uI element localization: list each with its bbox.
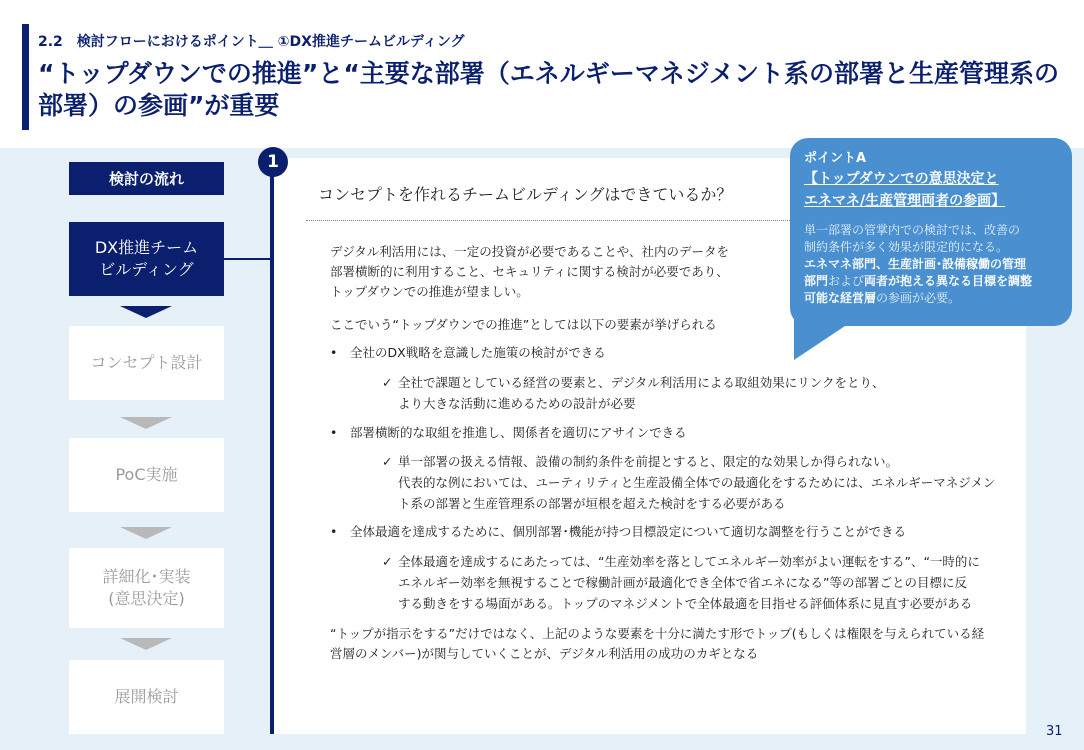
bullet-dot-icon: • (330, 425, 338, 440)
checkmark-icon: ✓ (382, 554, 393, 569)
callout-line: の参画が必要。 (876, 291, 961, 305)
checkmark-icon: ✓ (382, 375, 393, 390)
sub-item (382, 372, 885, 414)
sub-text: 全社で課題としている経営の要素と、デジタル利活用による取組効果にリンクをとり、 (398, 375, 885, 390)
flow-step-dx-team-building (69, 222, 224, 296)
callout-bold: エネマネ部門、生産計画･設備稼働の管理 (804, 257, 1027, 271)
sub-text: より大きな活動に進めるための設計が必要 (398, 396, 636, 411)
bullet-text: 部署横断的な取組を推進し、関係者を適切にアサインできる (350, 425, 687, 440)
flow-step-label: PoC実施 (115, 465, 178, 484)
callout-title: 【トップダウンでの意思決定と (804, 171, 999, 187)
callout-line: 制約条件が多く効果が限定的になる。 (804, 240, 1009, 254)
flow-heading: 検討の流れ (69, 162, 224, 195)
sub-text: する動きをする場面がある。トップのマネジメントで全体最適を目指せる評価体系に見直す必要がある (398, 596, 973, 611)
bullet-dot-icon: • (330, 524, 338, 539)
intro-line: デジタル利活用には、一定の投資が必要であることや、社内のデータを (330, 244, 730, 259)
sub-item (382, 451, 995, 514)
flow-step-implementation (69, 548, 224, 628)
page-title: “トップダウンでの推進”と“主要な部署（エネルギーマネジメント系の部署と生産管理系の部署）の参画”が重要 (38, 59, 1060, 120)
bullet-item (330, 343, 606, 363)
conclusion-text (330, 624, 984, 664)
sub-text: エネルギー効率を無視することで稼働計画が最適化でき全体で省エネになる”等の部署ごとの目標に反 (398, 575, 967, 590)
checkmark-icon: ✓ (382, 454, 393, 469)
callout-body (804, 222, 1058, 307)
intro-line: トップダウンでの推進が望ましい。 (330, 284, 529, 299)
sub-text: ト系の部署と生産管理系の部署が垣根を超えた検討をする必要がある (398, 496, 786, 511)
callout-line: および (828, 274, 865, 288)
conclusion-line: “トップが指示をする”だけではなく、上記のような要素を十分に満たす形でトップ(もしくは権限を与えられている経 (330, 626, 985, 641)
sub-text: 単一部署の扱える情報、設備の制約条件を前提とすると、限定的な効果しか得られない。 (398, 454, 899, 469)
chevron-down-icon (120, 417, 172, 429)
title-accent-bar (22, 24, 29, 130)
chevron-down-icon (120, 638, 172, 650)
sub-text: 代表的な例においては、ユーティリティと生産設備全体での最適化をするためには、エネルギーマネジメン (398, 475, 996, 490)
flow-step-poc (69, 438, 224, 512)
flow-step-label: 詳細化･実装 (意思決定) (102, 567, 191, 608)
bullet-text: 全社のDX戦略を意識した施策の検討ができる (350, 345, 606, 360)
callout-bold: 可能な経営層 (804, 291, 877, 305)
bullet-dot-icon: • (330, 345, 338, 360)
point-a-callout (790, 138, 1072, 326)
flow-step-label: DX推進チーム ビルディング (94, 238, 199, 279)
bullet-text: 全体最適を達成するために、個別部署･機能が持つ目標設定について適切な調整を行うことができる (350, 524, 907, 539)
callout-heading: ポイントA (804, 151, 867, 166)
callout-title: エネマネ/生産管理両者の参画】 (804, 193, 1006, 209)
step-connector-line (224, 258, 272, 260)
bullet-item (330, 522, 906, 542)
page-number: 31 (1046, 724, 1063, 739)
dotted-divider (306, 220, 806, 221)
intro-line: 部署横断的に利用すること、セキュリティに関する検討が必要であり、 (330, 264, 729, 279)
flow-step-concept-design (69, 326, 224, 400)
callout-bold: 両者が抱える異なる目標を調整 (864, 274, 1033, 288)
chevron-down-icon (120, 527, 172, 539)
chevron-down-icon (120, 306, 172, 318)
callout-line: 単一部署の管掌内での検討では、改善の (804, 223, 1021, 237)
point-question: コンセプトを作れるチームビルディングはできているか？ (318, 185, 733, 204)
point-number-badge: 1 (258, 147, 288, 177)
section-label: 2.2 検討フローにおけるポイント＿ ①DX推進チームビルディング (38, 34, 465, 50)
flow-step-rollout (69, 660, 224, 734)
bullet-item (330, 423, 687, 443)
sub-text: 全体最適を達成するにあたっては、“生産効率を落としてエネルギー効率がよい運転をする”、“一時的に (398, 554, 980, 569)
callout-bold: 部門 (804, 274, 829, 288)
card-left-border (270, 164, 274, 734)
lead-text: ここでいう“トップダウンでの推進”としては以下の要素が挙げられる (330, 317, 717, 332)
conclusion-line: 営層のメンバー)が関与していくことが、デジタル利活用の成功のカギとなる (330, 646, 759, 661)
sub-item (382, 551, 980, 614)
flow-step-label: コンセプト設計 (90, 353, 203, 372)
intro-text (330, 242, 729, 302)
flow-step-label: 展開検討 (114, 687, 179, 706)
